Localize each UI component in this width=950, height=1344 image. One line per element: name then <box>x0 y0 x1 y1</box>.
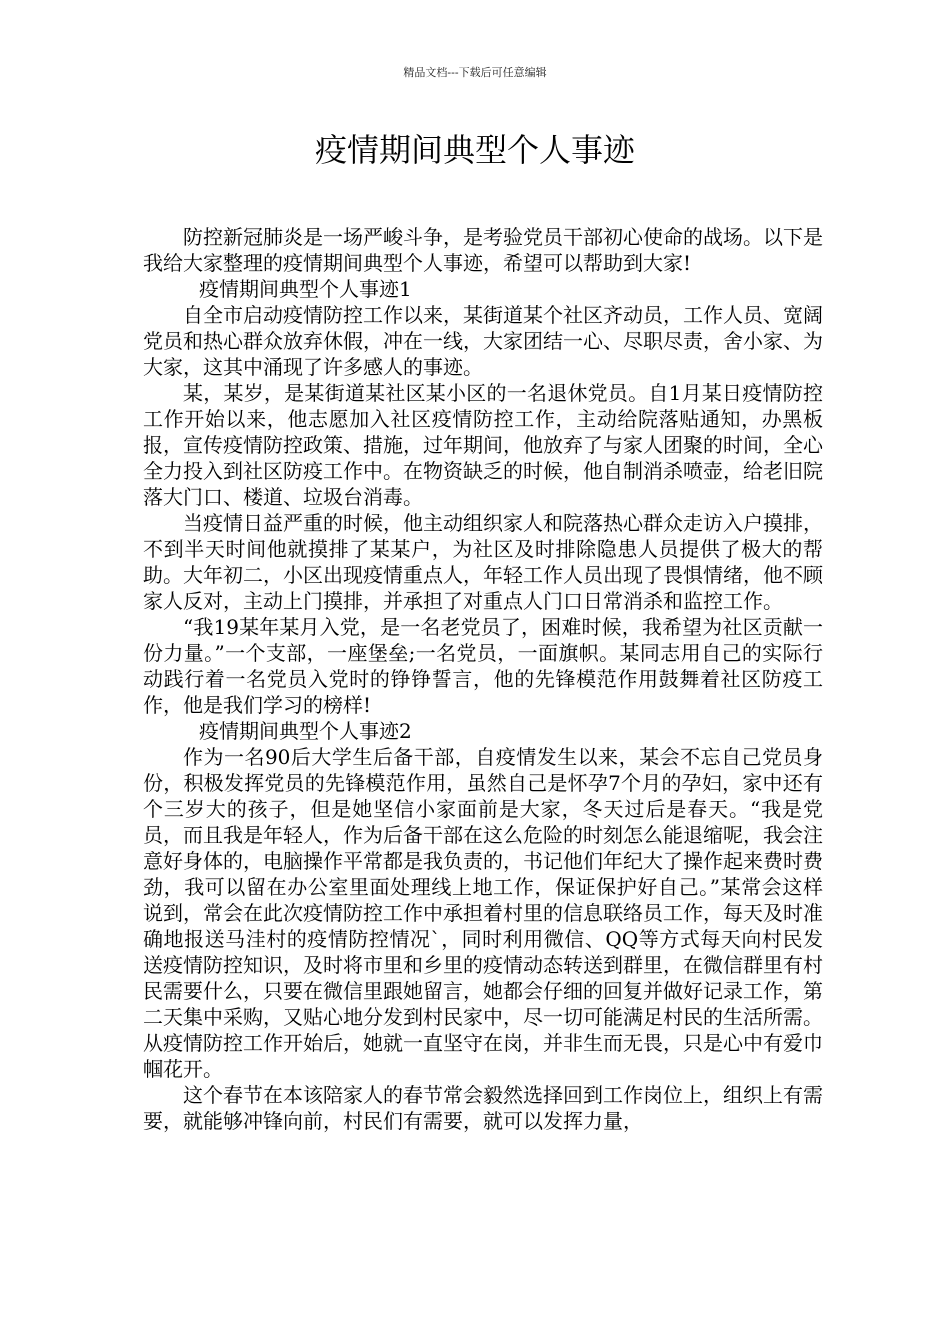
paragraph: 自全市启动疫情防控工作以来，某街道某个社区齐动员，工作人员、宽阔党员和热心群众放弃休假，冲在一线，大家团结一心、尽职尽责，舍小家、为大家，这其中涌现了许多感人的事迹。 <box>143 303 823 379</box>
paragraph: 某，某岁，是某街道某社区某小区的一名退休党员。自1月某日疫情防控工作开始以来，他志愿加入社区疫情防控工作，主动给院落贴通知，办黑板报，宣传疫情防控政策、措施，过年期间，他放弃了与家人团聚的时间，全心全力投入到社区防疫工作中。在物资缺乏的时候，他自制消杀喷壶，给老旧院落大门口、楼道、垃圾台消毒。 <box>143 381 823 509</box>
document-title: 疫情期间典型个人事迹 <box>314 131 635 169</box>
section-heading-2: 疫情期间典型个人事迹2 <box>199 719 412 743</box>
paragraph: 当疫情日益严重的时候，他主动组织家人和院落热心群众走访入户摸排，不到半天时间他就摸排了某某户，为社区及时排除隐患人员提供了极大的帮助。大年初二，小区出现疫情重点人，年轻工作人员出现了畏惧情绪，他不顾家人反对，主动上门摸排，并承担了对重点人门口日常消杀和监控工作。 <box>143 511 823 613</box>
paragraph: 作为一名90后大学生后备干部，自疫情发生以来，某会不忘自己党员身份，积极发挥党员的先锋模范作用，虽然自己是怀孕7个月的孕妇，家中还有个三岁大的孩子，但是她坚信小家面前是大家，冬天过后是春天。“我是党员，而且我是年轻人，作为后备干部在这么危险的时刻怎么能退缩呢，我会注意好身体的，电脑操作平常都是我负责的，书记他们年纪大了操作起来费时费劲，我可以留在办公室里面处理线上地工作，保证保护好自己。”某常会这样说到，常会在此次疫情防控工作中承担着村里的信息联络员工作，每天及时准确地报送马洼村的疫情防控情况`，同时利用微信、QQ等方式每天向村民发送疫情防控知识，及时将市里和乡里的疫情动态转送到群里，在微信群里有村民需要什么，只要在微信里跟她留言，她都会仔细的回复并做好记录工作，第二天集中采购，又贴心地分发到村民家中，尽一切可能满足村民的生活所需。从疫情防控工作开始后，她就一直坚守在岗，并非生而无畏，只是心中有爱巾帼花开。 <box>143 745 823 1081</box>
section-heading-1: 疫情期间典型个人事迹1 <box>199 277 412 301</box>
document-body <box>143 224 823 1134</box>
header-note: 精品文档---下载后可任意编辑 <box>403 66 547 79</box>
paragraph-intro: 防控新冠肺炎是一场严峻斗争，是考验党员干部初心使命的战场。以下是我给大家整理的疫情期间典型个人事迹，希望可以帮助到大家! <box>143 225 823 275</box>
paragraph: 这个春节在本该陪家人的春节常会毅然选择回到工作岗位上，组织上有需要，就能够冲锋向前，村民们有需要，就可以发挥力量， <box>143 1083 823 1133</box>
paragraph: “我19某年某月入党，是一名老党员了，困难时候，我希望为社区贡献一份力量。”一个支部，一座堡垒;一名党员，一面旗帜。某同志用自己的实际行动践行着一名党员入党时的铮铮誓言，他的先锋模范作用鼓舞着社区防疫工作，他是我们学习的榜样! <box>143 615 823 717</box>
